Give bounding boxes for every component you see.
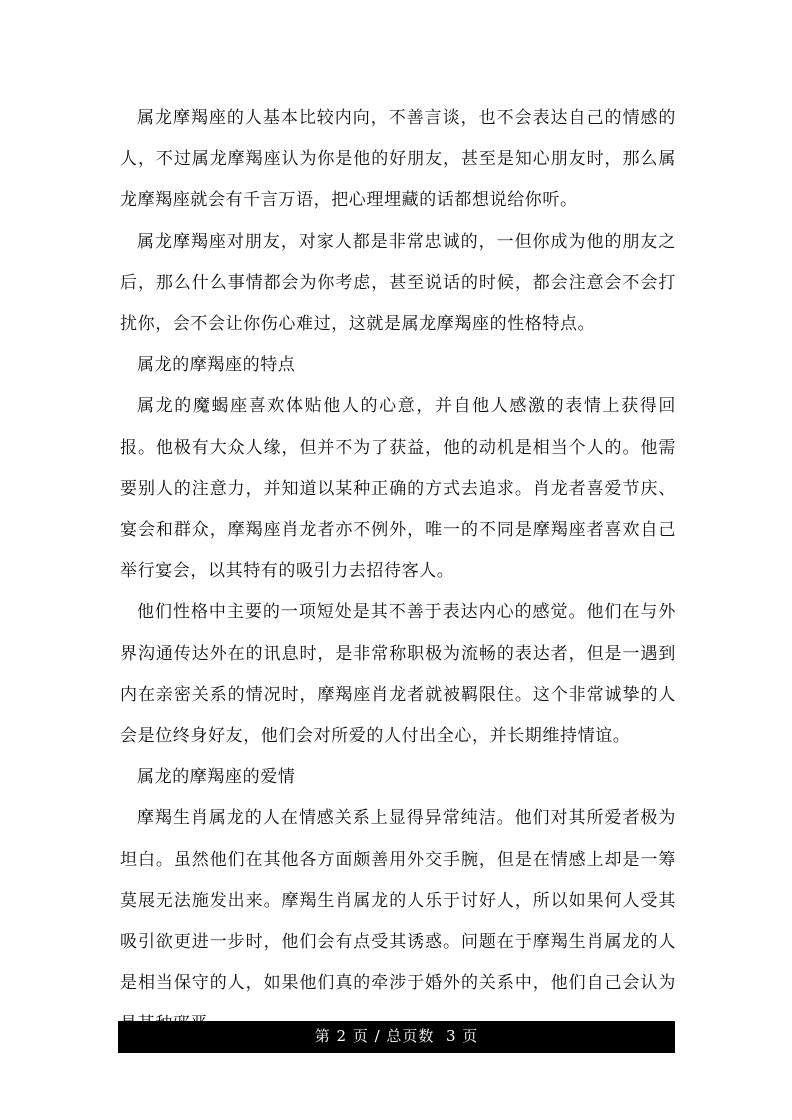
page-number-indicator: 第 2 页 / 总页数 3 页 (314, 1027, 479, 1045)
paragraph: 摩羯生肖属龙的人在情感关系上显得异常纯洁。他们对其所爱者极为坦白。虽然他们在其他各方面颇善用外交手腕，但是在情感上却是一筹莫展无法施发出来。摩羯生肖属龙的人乐于讨好人，所以如果何人受其吸引欲更进一步时，他们会有点受其诱惑。问题在于摩羯生肖属龙的人是相当保守的人，如果他们真的牵涉于婚外的关系中，他们自己会认为 (120, 808, 676, 994)
paragraph: 属龙的魔蝎座喜欢体贴他人的心意，并自他人感激的表情上获得回报。他极有大众人缘，但并不为了获益，他的动机是相当个人的。他需要别人的注意力，并知道以某种正确的方式去追求。肖龙者喜爱节庆、宴会和群众，摩羯座肖龙者亦不例外，唯一的不同是摩羯座者喜欢自己举行宴会，以其特有的吸引力去招待客人。 (120, 396, 676, 582)
paragraph: 他们性格中主要的一项短处是其不善于表达内心的感觉。他们在与外界沟通传达外在的讯息时，是非常称职极为流畅的表达者，但是一遇到内在亲密关系的情况时，摩羯座肖龙者就被羁限住。这个非常诚挚的人会是位终身好友，他们会对所爱的人付出全心，并长期维持情谊。 (120, 602, 676, 747)
page-footer-bar (118, 1021, 675, 1053)
paragraph: 属龙摩羯座对朋友，对家人都是非常忠诚的，一但你成为他的朋友之后，那么什么事情都会为你考虑，甚至说话的时候，都会注意会不会打扰你，会不会让你伤心难过，这就是属龙摩羯座的性格特点。 (120, 231, 676, 335)
section-heading: 属龙的摩羯座的爱情 (137, 767, 296, 788)
document-body (120, 98, 676, 1046)
section-heading: 属龙的摩羯座的特点 (137, 355, 296, 376)
paragraph: 属龙摩羯座的人基本比较内向，不善言谈，也不会表达自己的情感的人，不过属龙摩羯座认为你是他的好朋友，甚至是知心朋友时，那么属龙摩羯座就会有千言万语，把心理埋藏的话都想说给你听。 (120, 108, 676, 211)
